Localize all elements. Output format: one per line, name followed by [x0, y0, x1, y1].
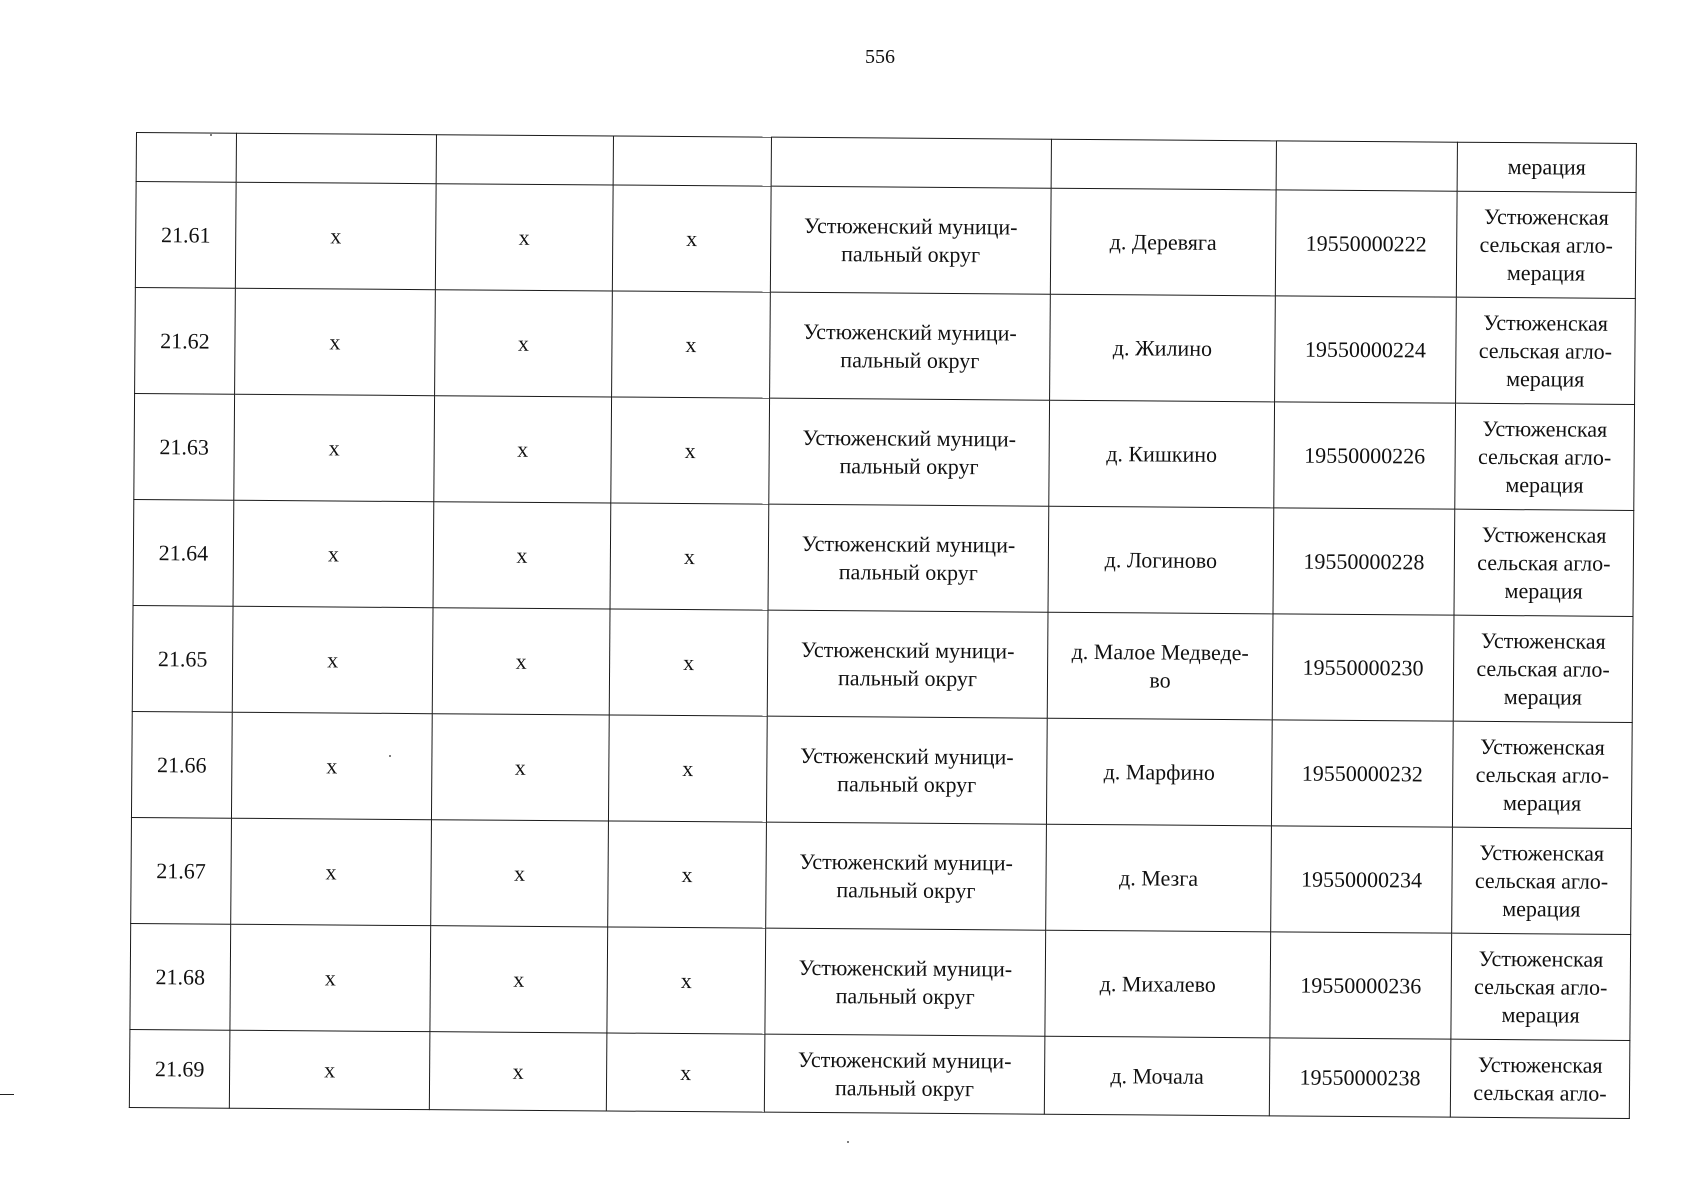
- row-number-cell: 21.66: [131, 711, 232, 818]
- settlement-cell: [1046, 718, 1272, 826]
- agglomeration-cell-line: мерация: [1505, 471, 1584, 498]
- oktmo-code-cell: 19550000224: [1275, 296, 1457, 403]
- settlement-cell: [1049, 400, 1275, 508]
- x-mark-cell: x: [235, 288, 436, 395]
- x-mark-cell: x: [608, 715, 767, 822]
- municipality-cell-line: пальный округ: [834, 1074, 975, 1101]
- municipality-cell-line: Устюженский муници-: [803, 212, 1018, 239]
- oktmo-code-cell: 19550000236: [1270, 932, 1452, 1039]
- oktmo-code-cell: 19550000238: [1269, 1038, 1451, 1117]
- oktmo-code-cell: 19550000230: [1272, 614, 1454, 721]
- oktmo-code-cell: 19550000226: [1274, 402, 1456, 509]
- x-mark-cell: x: [432, 608, 610, 715]
- settlement-cell: [1046, 824, 1272, 932]
- municipality-cell-line: Устюженский муници-: [800, 636, 1015, 663]
- municipality-cell: [764, 1034, 1045, 1114]
- row-number-cell: 21.62: [135, 287, 236, 394]
- settlement-cell-line: д. Михалево: [1099, 970, 1216, 997]
- table-cell: [1276, 141, 1457, 191]
- agglomeration-cell: мерация: [1457, 142, 1636, 192]
- agglomeration-cell: [1456, 191, 1636, 298]
- agglomeration-cell-line: сельская агло-: [1473, 1079, 1607, 1106]
- agglomeration-cell-line: мерация: [1506, 259, 1586, 286]
- x-mark-cell: x: [435, 290, 613, 397]
- x-mark-cell: x: [610, 503, 769, 610]
- settlement-cell-line: д. Мочала: [1110, 1062, 1204, 1089]
- municipality-cell-line: Устюженский муници-: [802, 424, 1017, 451]
- agglomeration-cell: [1453, 615, 1633, 722]
- x-mark-cell: x: [232, 606, 433, 713]
- agglomeration-cell-line: сельская агло-: [1474, 867, 1609, 894]
- agglomeration-cell-line: сельская агло-: [1474, 973, 1608, 1000]
- settlement-cell-line: во: [1149, 666, 1171, 693]
- x-mark-cell: x: [231, 712, 432, 819]
- agglomeration-cell-line: мерация: [1501, 1001, 1580, 1028]
- x-mark-cell: x: [234, 394, 435, 501]
- agglomeration-cell: [1456, 297, 1636, 404]
- table-container: [129, 132, 1637, 1119]
- x-mark-cell: x: [230, 924, 431, 1031]
- x-mark-cell: x: [431, 714, 609, 821]
- agglomeration-cell-line: мерация: [1502, 895, 1581, 922]
- page-number: 556: [865, 46, 895, 68]
- agglomeration-cell-line: сельская агло-: [1477, 443, 1612, 470]
- municipality-cell: [770, 186, 1051, 294]
- municipality-cell-line: пальный округ: [839, 452, 979, 479]
- row-number-cell: 21.67: [131, 817, 232, 924]
- scan-speck: [847, 1141, 849, 1143]
- agglomeration-cell-line: Устюженская: [1479, 839, 1605, 866]
- agglomeration-cell: [1452, 827, 1632, 934]
- agglomeration-cell-line: сельская агло-: [1477, 549, 1611, 576]
- agglomeration-cell: [1450, 1039, 1630, 1118]
- agglomeration-cell-line: Устюженская: [1482, 415, 1608, 442]
- table-row: [131, 817, 1632, 934]
- settlement-cell: [1045, 930, 1271, 1038]
- settlement-cell: [1044, 1036, 1270, 1116]
- x-mark-cell: x: [434, 396, 612, 503]
- oktmo-code-cell: 19550000232: [1271, 720, 1453, 827]
- municipality-cell-line: Устюженский муници-: [801, 530, 1016, 557]
- municipality-cell-line: Устюженский муници-: [797, 1046, 1012, 1073]
- settlement-cell: [1047, 612, 1273, 720]
- x-mark-cell: x: [609, 609, 768, 716]
- x-mark-cell: x: [235, 182, 436, 289]
- agglomeration-cell: [1454, 509, 1634, 616]
- settlement-cell-line: д. Логиново: [1104, 546, 1218, 573]
- agglomeration-cell-line: Устюженская: [1481, 521, 1607, 548]
- municipality-cell-line: пальный округ: [840, 346, 980, 373]
- municipality-cell-line: пальный округ: [837, 664, 978, 691]
- agglomeration-cell-line: мерация: [1503, 683, 1583, 710]
- table-row: [129, 1029, 1630, 1118]
- x-mark-cell: x: [433, 502, 611, 609]
- table-row: [134, 393, 1635, 510]
- x-mark-cell: x: [608, 821, 767, 928]
- agglomeration-cell: [1455, 403, 1635, 510]
- row-number-cell: 21.61: [135, 182, 236, 289]
- municipality-cell-line: Устюженский муници-: [798, 954, 1013, 981]
- row-number-cell: 21.69: [129, 1029, 230, 1108]
- agglomeration-cell-line: Устюженская: [1477, 1051, 1603, 1078]
- settlement-cell-line: д. Кишкино: [1106, 440, 1218, 467]
- agglomeration-cell-line: мерация: [1502, 789, 1582, 816]
- municipality-cell-line: Устюженский муници-: [800, 742, 1014, 769]
- x-mark-cell: x: [429, 1032, 607, 1111]
- settlements-table: [129, 132, 1637, 1119]
- municipality-cell-line: пальный округ: [837, 770, 977, 797]
- x-mark-cell: x: [431, 820, 609, 927]
- agglomeration-cell-line: сельская агло-: [1478, 337, 1613, 364]
- settlement-cell-line: д. Деревяга: [1109, 228, 1217, 255]
- table-cell: [136, 133, 236, 183]
- table-cell: [771, 137, 1051, 188]
- x-mark-cell: x: [229, 1030, 430, 1109]
- x-mark-cell: x: [612, 291, 771, 398]
- municipality-cell: [766, 822, 1047, 930]
- x-mark-cell: x: [430, 926, 608, 1033]
- municipality-cell: [766, 716, 1047, 824]
- table-cell: [1051, 139, 1276, 190]
- agglomeration-cell-line: Устюженская: [1478, 945, 1604, 972]
- table-body: [129, 133, 1636, 1119]
- agglomeration-cell-line: сельская агло-: [1476, 655, 1610, 682]
- table-row: [130, 923, 1631, 1040]
- municipality-cell-line: пальный округ: [841, 240, 981, 267]
- oktmo-code-cell: 19550000228: [1273, 508, 1455, 615]
- agglomeration-cell-line: Устюженская: [1484, 203, 1609, 230]
- agglomeration-cell-line: сельская агло-: [1475, 761, 1610, 788]
- settlement-cell-line: д. Марфино: [1103, 758, 1216, 785]
- table-row: [135, 182, 1636, 299]
- agglomeration-cell: [1452, 721, 1632, 828]
- x-mark-cell: x: [231, 818, 432, 925]
- settlement-cell: [1050, 294, 1276, 402]
- agglomeration-cell-line: мерация: [1504, 577, 1583, 604]
- oktmo-code-cell: 19550000222: [1275, 190, 1457, 297]
- municipality-cell: [770, 292, 1051, 400]
- agglomeration-cell: [1451, 933, 1631, 1040]
- municipality-cell: [767, 610, 1048, 718]
- table-row: [131, 711, 1632, 828]
- municipality-cell: [765, 928, 1046, 1036]
- table-cell: [613, 136, 771, 186]
- settlement-cell: [1050, 188, 1276, 296]
- x-mark-cell: x: [612, 185, 771, 292]
- oktmo-code-cell: 19550000234: [1271, 826, 1453, 933]
- row-number-cell: 21.65: [132, 605, 233, 712]
- table-row: [132, 605, 1633, 722]
- settlement-cell-line: д. Жилино: [1112, 334, 1213, 361]
- x-mark-cell: x: [435, 184, 613, 291]
- municipality-cell: [769, 398, 1050, 506]
- agglomeration-cell-line: Устюженская: [1480, 627, 1606, 654]
- settlement-cell: [1048, 506, 1274, 614]
- row-number-cell: 21.68: [130, 923, 231, 1030]
- table-cell: [236, 133, 436, 183]
- margin-dash: [0, 1094, 14, 1095]
- x-mark-cell: x: [606, 1033, 765, 1112]
- municipality-cell-line: пальный округ: [836, 876, 976, 903]
- settlement-cell-line: д. Малое Медведе-: [1071, 638, 1249, 665]
- municipality-cell-line: Устюженский муници-: [803, 318, 1017, 345]
- agglomeration-cell-line: Устюженская: [1483, 309, 1609, 336]
- municipality-cell-line: пальный округ: [835, 982, 975, 1009]
- x-mark-cell: x: [607, 927, 766, 1034]
- row-number-cell: 21.63: [134, 393, 235, 500]
- municipality-cell-line: Устюженский муници-: [799, 848, 1014, 875]
- table-row: [135, 287, 1636, 404]
- municipality-cell: [768, 504, 1049, 612]
- agglomeration-cell-line: сельская агло-: [1479, 231, 1613, 258]
- agglomeration-cell-line: мерация: [1506, 365, 1585, 392]
- table-row: [133, 499, 1634, 616]
- agglomeration-cell-line: Устюженская: [1480, 733, 1605, 760]
- table-cell: [436, 135, 613, 185]
- municipality-cell-line: пальный округ: [838, 558, 978, 585]
- settlement-cell-line: д. Мезга: [1118, 864, 1199, 891]
- x-mark-cell: x: [233, 500, 434, 607]
- row-number-cell: 21.64: [133, 499, 234, 606]
- x-mark-cell: x: [611, 397, 770, 504]
